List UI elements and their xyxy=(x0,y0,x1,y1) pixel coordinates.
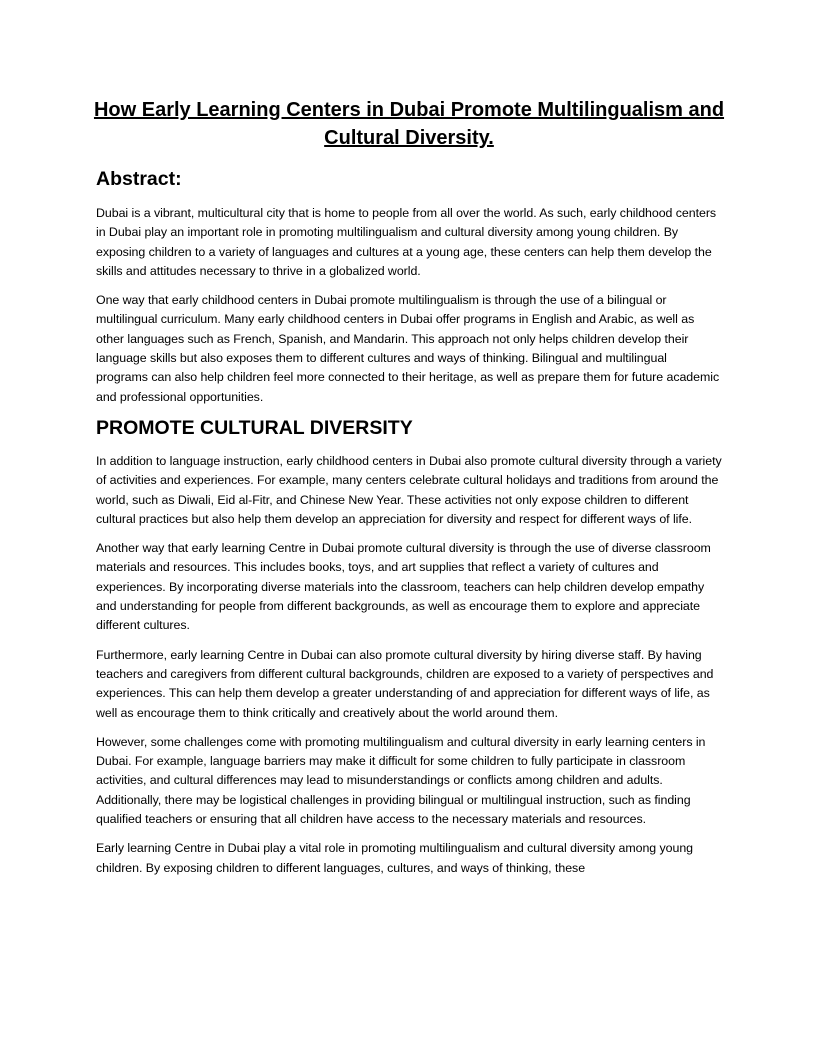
section-paragraph-4: However, some challenges come with promoting multilingualism and cultural diversity in early learning centers in Dubai. For example, language barriers may make it difficult for some children to fully participate in classroom activities, and cultural differences may lead to misunderstandings or conflicts among children and adults. Additionally, there may be logistical challenges in providing bilingual or multilingual instruction, such as finding qualified teachers or ensuring that all children have access to the necessary materials and resources. xyxy=(96,734,706,827)
section-paragraph-3: Furthermore, early learning Centre in Dubai can also promote cultural diversity by hiring diverse staff. By having teachers and caregivers from different cultural backgrounds, children are exposed to a variety of perspectives and experiences. This can help them develop a greater understanding of and appreciation for different ways of life, as well as encourage them to think critically and creatively about the world around them. xyxy=(96,647,714,720)
abstract-paragraph-2: One way that early childhood centers in Dubai promote multilingualism is through the use of a bilingual or multilingual curriculum. Many early childhood centers in Dubai offer programs in English and Arabic, as well as other languages such as French, Spanish, and Mandarin. This approach not only helps children develop their language skills but also exposes them to different cultures and ways of thinking. Bilingual and multilingual programs can also help children feel more connected to their heritage, as well as prepare them for future academic and professional opportunities. xyxy=(96,293,720,404)
section-paragraph-5: Early learning Centre in Dubai play a vital role in promoting multilingualism and cultural diversity among young children. By exposing children to different languages, cultures, and ways of thinking, these xyxy=(96,841,694,875)
section-heading: PROMOTE CULTURAL DIVERSITY xyxy=(96,416,413,439)
section-paragraph-1: In addition to language instruction, early childhood centers in Dubai also promote cultural diversity through a variety of activities and experiences. For example, many centers celebrate cultural holidays and traditions from around the world, such as Diwali, Eid al-Fitr, and Chinese New Year. These activities not only expose children to different cultural practices but also help them develop an appreciation for diversity and respect for different ways of life. xyxy=(96,453,722,526)
abstract-heading: Abstract: xyxy=(96,168,182,190)
document-title: How Early Learning Centers in Dubai Promote Multilingualism and Cultural Diversity. xyxy=(93,99,725,149)
abstract-paragraph-1: Dubai is a vibrant, multicultural city that is home to people from all over the world. As such, early childhood centers in Dubai play an important role in promoting multilingualism and cultural diversity among young children. By exposing children to a variety of languages and cultures at a young age, these centers can help them develop the skills and attitudes necessary to thrive in a globalized world. xyxy=(96,206,717,278)
document-page xyxy=(93,96,725,878)
section-paragraph-2: Another way that early learning Centre in Dubai promote cultural diversity is through the use of diverse classroom materials and resources. This includes books, toys, and art supplies that reflect a variety of cultures and experiences. By incorporating diverse materials into the classroom, teachers can help children develop empathy and understanding for people from different backgrounds, as well as encourage them to explore and appreciate different cultures. xyxy=(96,541,711,633)
